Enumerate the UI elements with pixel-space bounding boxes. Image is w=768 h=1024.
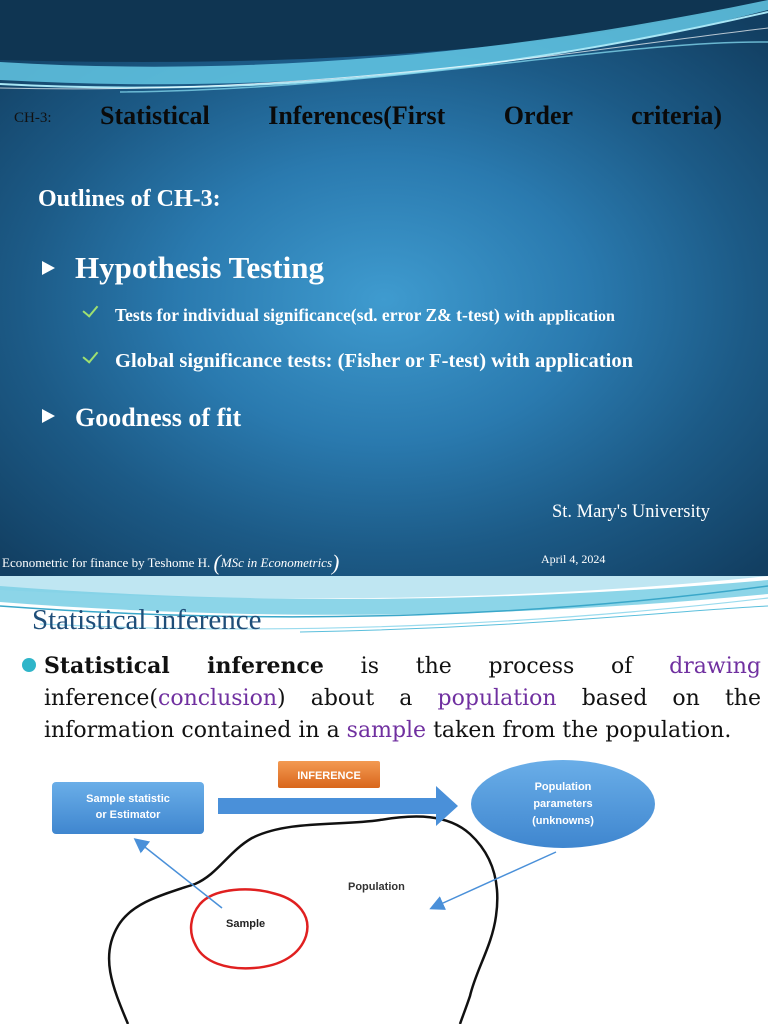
bullet-label: Goodness of fit: [75, 403, 242, 432]
inference-label: INFERENCE: [297, 770, 361, 782]
subitem-text: Global significance tests: (Fisher or F-test) with application: [115, 350, 633, 372]
slide-title: Statistical inference: [32, 604, 262, 636]
estimator-label-2: or Estimator: [95, 809, 161, 821]
parameters-label-2: parameters: [533, 798, 593, 810]
paragraph-text: is the process of: [323, 654, 670, 679]
estimator-label-1: Sample statistic: [86, 793, 170, 805]
checkmark-icon: [82, 301, 98, 318]
arrow-bullet-icon: [42, 261, 55, 275]
slide-statistical-inference: [0, 576, 768, 1024]
paragraph-text: taken from the population.: [426, 718, 732, 743]
footer-close-paren: ): [332, 550, 340, 575]
inference-arrow: [218, 786, 458, 826]
highlight-conclusion: conclusion: [158, 686, 278, 711]
bullet-hypothesis-testing: [42, 250, 324, 286]
subitem-global-significance: [82, 350, 633, 373]
paragraph-text: based on the information contained in a: [44, 686, 761, 743]
estimator-box: [52, 782, 204, 834]
parameters-label-3: (unknowns): [532, 815, 594, 827]
subitem-individual-significance: [82, 305, 615, 326]
decorative-waves: [0, 0, 768, 100]
footer-author: [2, 550, 339, 576]
footer-prefix: Econometric for finance by Teshome H.: [2, 555, 214, 570]
outlines-heading: Outlines of CH-3:: [38, 186, 221, 212]
university-name: St. Mary's University: [552, 502, 711, 522]
bullet-label: Hypothesis Testing: [75, 250, 324, 285]
bullet-dot-icon: [22, 658, 36, 672]
parameters-to-population-arrow: [432, 852, 556, 908]
sample-label: Sample: [226, 918, 266, 930]
population-label: Population: [348, 881, 405, 893]
highlight-sample: sample: [346, 718, 427, 743]
paragraph-text: ) about a: [277, 686, 438, 711]
footer-open-paren: (: [213, 550, 221, 575]
footer-credential: MSc in Econometrics: [220, 555, 333, 570]
population-outline: [109, 817, 497, 1024]
checkmark-icon: [82, 347, 98, 364]
footer-date: April 4, 2024: [541, 552, 606, 566]
slide-title: Statistical Inferences(First Order criteria): [100, 101, 722, 130]
subitem-small-text: with application: [504, 308, 615, 325]
inference-diagram: [0, 756, 768, 1024]
arrow-bullet-icon: [42, 409, 55, 423]
parameters-label-1: Population: [534, 781, 592, 793]
bullet-goodness-of-fit: [42, 403, 241, 433]
subitem-text: Tests for individual significance(sd. error Z& t-test): [115, 305, 505, 325]
term-statistical-inference: Statistical inference: [44, 653, 324, 679]
chapter-tag: CH-3:: [14, 110, 52, 126]
highlight-drawing: drawing: [669, 654, 761, 679]
highlight-population: population: [437, 686, 557, 711]
definition-paragraph: [44, 650, 761, 747]
paragraph-text: inference(: [44, 686, 158, 711]
